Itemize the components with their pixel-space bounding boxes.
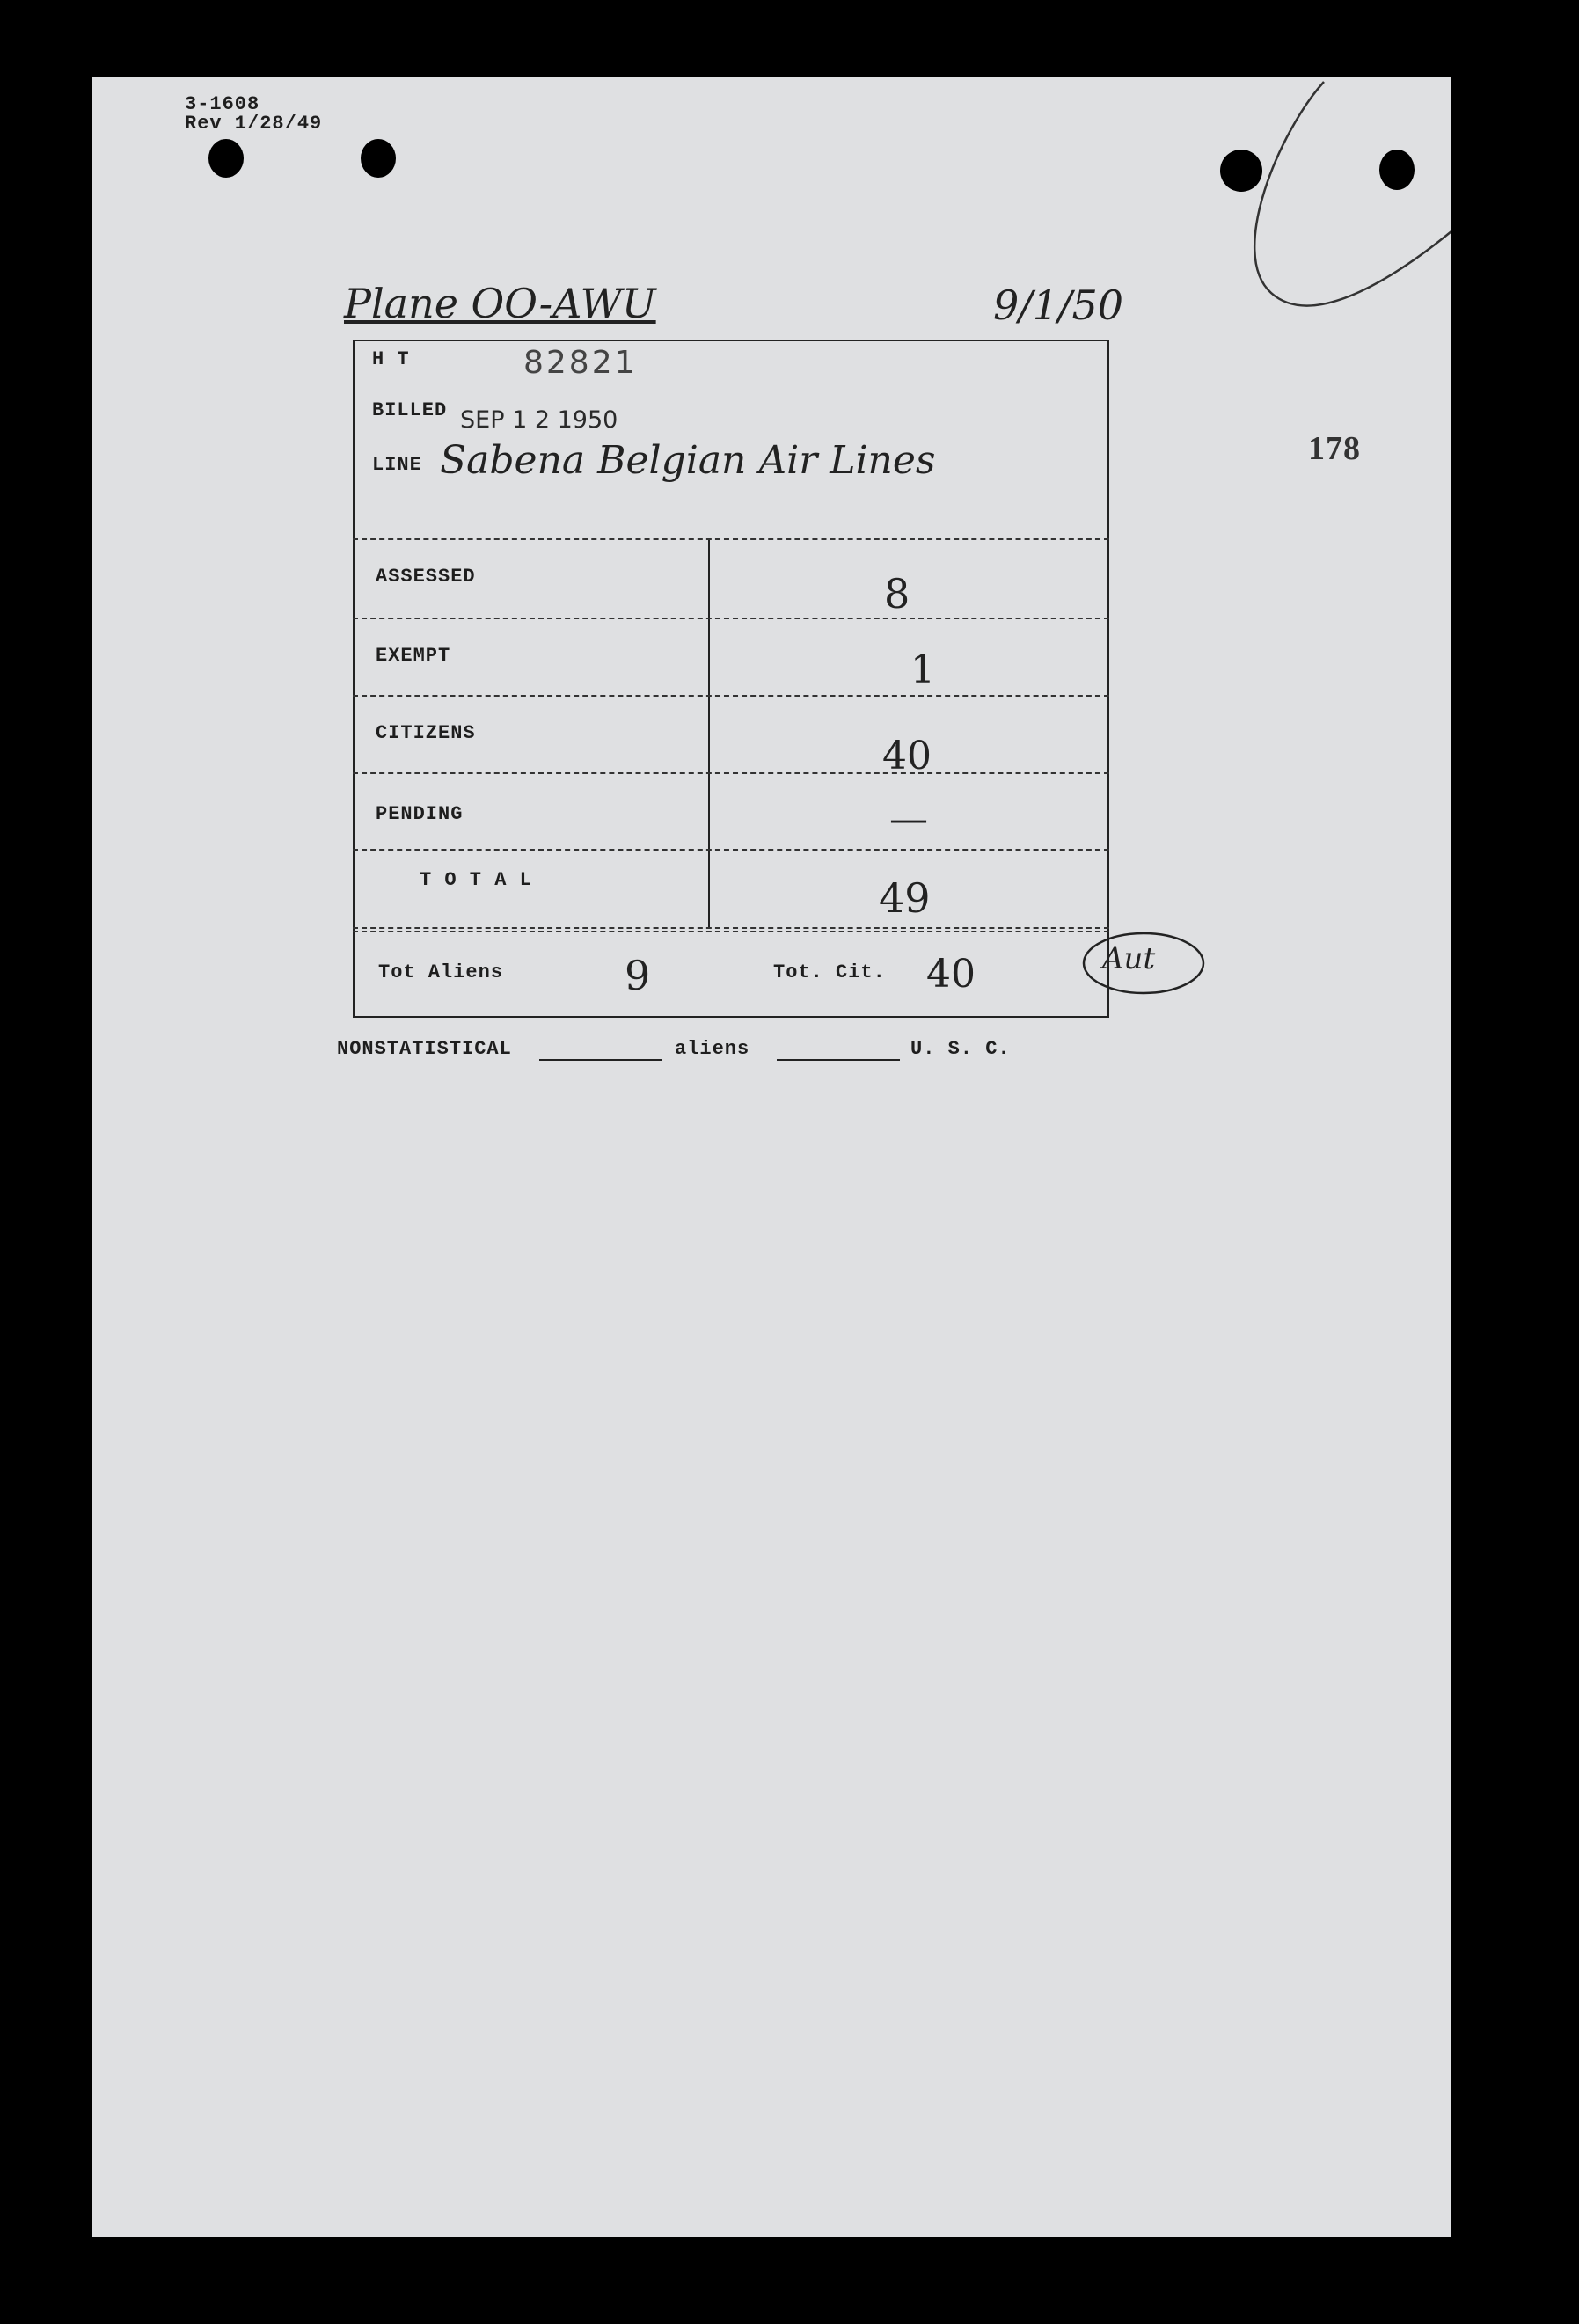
initials: Aut: [1102, 941, 1156, 976]
ht-number: 82821: [523, 345, 638, 381]
exempt-value: 1: [910, 647, 935, 692]
plane-handwritten: Plane OO-AWU: [344, 280, 656, 327]
box-top: [353, 340, 1109, 341]
form-revision: Rev 1/28/49: [185, 113, 323, 135]
citizens-label: CITIZENS: [376, 722, 476, 744]
pending-value: —: [889, 797, 928, 842]
exempt-label: EXEMPT: [376, 645, 451, 667]
billed-date-stamp: SEP 1 2 1950: [460, 406, 618, 434]
box-left: [353, 340, 355, 1017]
document-page: [92, 77, 1451, 2237]
date-handwritten: 9/1/50: [993, 281, 1124, 329]
tot-aliens-value: 9: [625, 952, 651, 999]
pending-label: PENDING: [376, 803, 464, 825]
nonstatistical-blank: [539, 1059, 662, 1061]
total-label: T O T A L: [420, 869, 532, 891]
aliens-label: aliens: [675, 1038, 750, 1060]
line-label: LINE: [372, 454, 422, 476]
total-value: 49: [879, 874, 931, 922]
header-separator: [353, 538, 1109, 540]
punch-hole: [361, 139, 396, 178]
box-bottom: [353, 1016, 1109, 1018]
row-separator: [353, 772, 1109, 774]
assessed-value: 8: [884, 570, 910, 618]
ht-label: H T: [372, 348, 410, 370]
airline-handwritten: Sabena Belgian Air Lines: [440, 438, 936, 483]
total-separator: [353, 931, 1109, 932]
row-separator: [353, 695, 1109, 697]
usc-label: U. S. C.: [910, 1038, 1011, 1060]
nonstatistical-label: NONSTATISTICAL: [337, 1038, 512, 1060]
aliens-blank: [777, 1059, 900, 1061]
tot-cit-label: Tot. Cit.: [773, 961, 886, 983]
tot-aliens-label: Tot Aliens: [378, 961, 504, 983]
pencil-curve: [1174, 77, 1451, 394]
citizens-value: 40: [882, 734, 932, 778]
row-separator: [353, 927, 1109, 929]
row-separator: [353, 849, 1109, 851]
assessed-label: ASSESSED: [376, 566, 476, 588]
page-number: 178: [1308, 430, 1361, 467]
box-right: [1107, 340, 1109, 1017]
column-divider: [708, 540, 710, 927]
form-number: 3-1608: [185, 93, 260, 115]
row-separator: [353, 618, 1109, 619]
tot-cit-value: 40: [926, 952, 976, 997]
billed-label: BILLED: [372, 399, 448, 421]
punch-hole: [208, 139, 244, 178]
